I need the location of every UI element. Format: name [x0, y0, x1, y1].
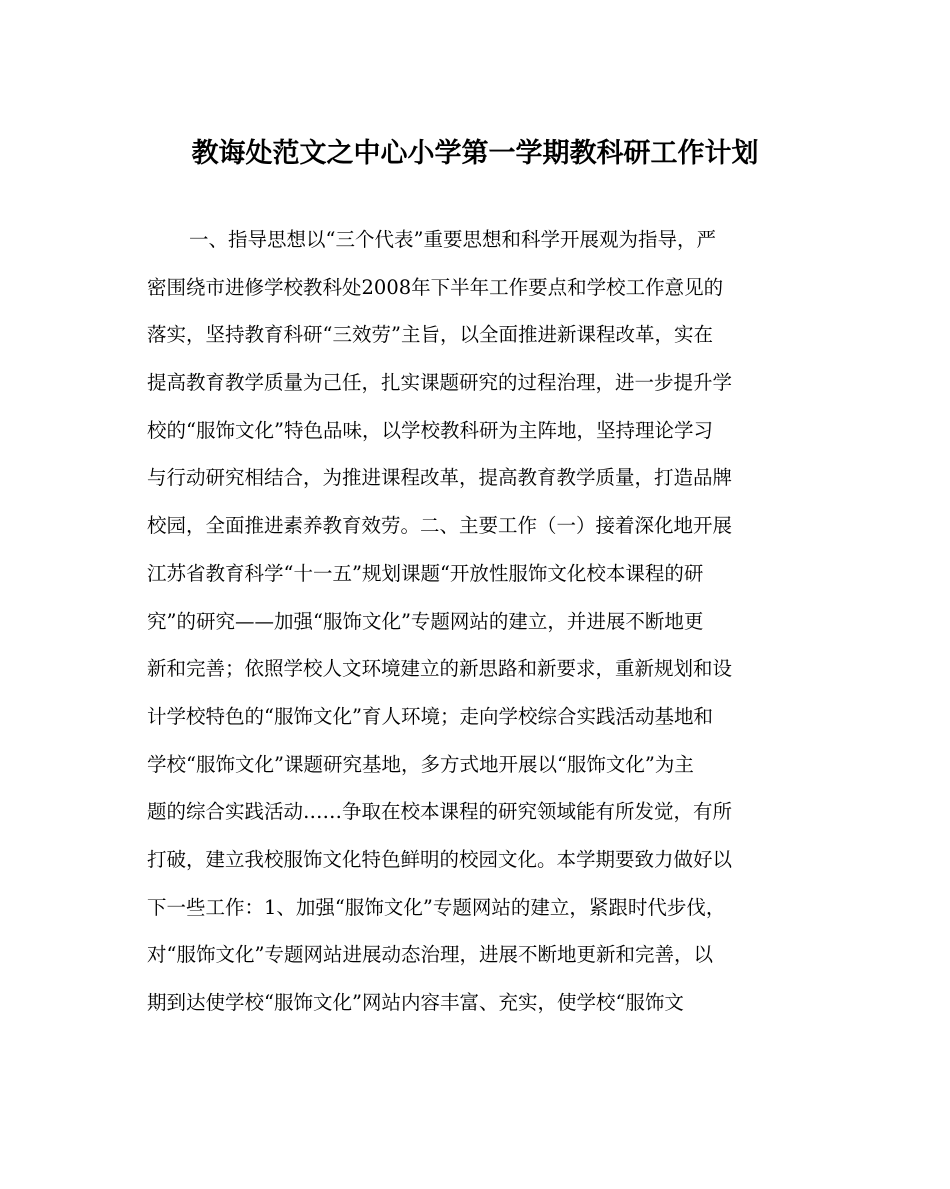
body-line: 江苏省教育科学“十一五”规划课题“开放性服饰文化校本课程的研 [147, 561, 704, 585]
body-line: 打破，建立我校服饰文化特色鲜明的校园文化。本学期要致力做好以 [147, 847, 733, 871]
document-title: 教诲处范文之中心小学第一学期教科研工作计划 [191, 138, 759, 169]
body-line: 落实，坚持教育科研“三效劳”主旨，以全面推进新课程改革，实在 [147, 323, 713, 347]
body-line: 提高教育教学质量为己任，扎实课题研究的过程治理，进一步提升学 [147, 371, 733, 395]
body-line: 对“服饰文化”专题网站进展动态治理，进展不断地更新和完善，以 [147, 943, 713, 967]
body-line: 题的综合实践活动……争取在校本课程的研究领域能有所发觉，有所 [147, 800, 733, 824]
body-line: 究”的研究——加强“服饰文化”专题网站的建立，并进展不断地更 [147, 609, 704, 633]
body-line: 期到达使学校“服饰文化”网站内容丰富、充实，使学校“服饰文 [147, 991, 684, 1014]
body-line: 密围绕市进修学校教科处2008年下半年工作要点和学校工作意见的 [147, 275, 724, 299]
body-line: 校园，全面推进素养教育效劳。二、主要工作（一）接着深化地开展 [147, 514, 733, 538]
body-line: 学校“服饰文化”课题研究基地，多方式地开展以“服饰文化”为主 [147, 752, 694, 776]
body-line: 新和完善；依照学校人文环境建立的新思路和新要求，重新规划和设 [147, 657, 733, 681]
body-line: 与行动研究相结合，为推进课程改革，提高教育教学质量，打造品牌 [147, 466, 733, 490]
body-line: 校的“服饰文化”特色品味，以学校教科研为主阵地，坚持理论学习 [147, 418, 713, 442]
body-line: 计学校特色的“服饰文化”育人环境；走向学校综合实践活动基地和 [147, 704, 713, 728]
document-body [147, 216, 807, 1027]
body-line: 一、指导思想以“三个代表”重要思想和科学开展观为指导，严 [189, 228, 716, 251]
body-line: 下一些工作：1、加强“服饰文化”专题网站的建立，紧跟时代步伐， [147, 895, 726, 919]
